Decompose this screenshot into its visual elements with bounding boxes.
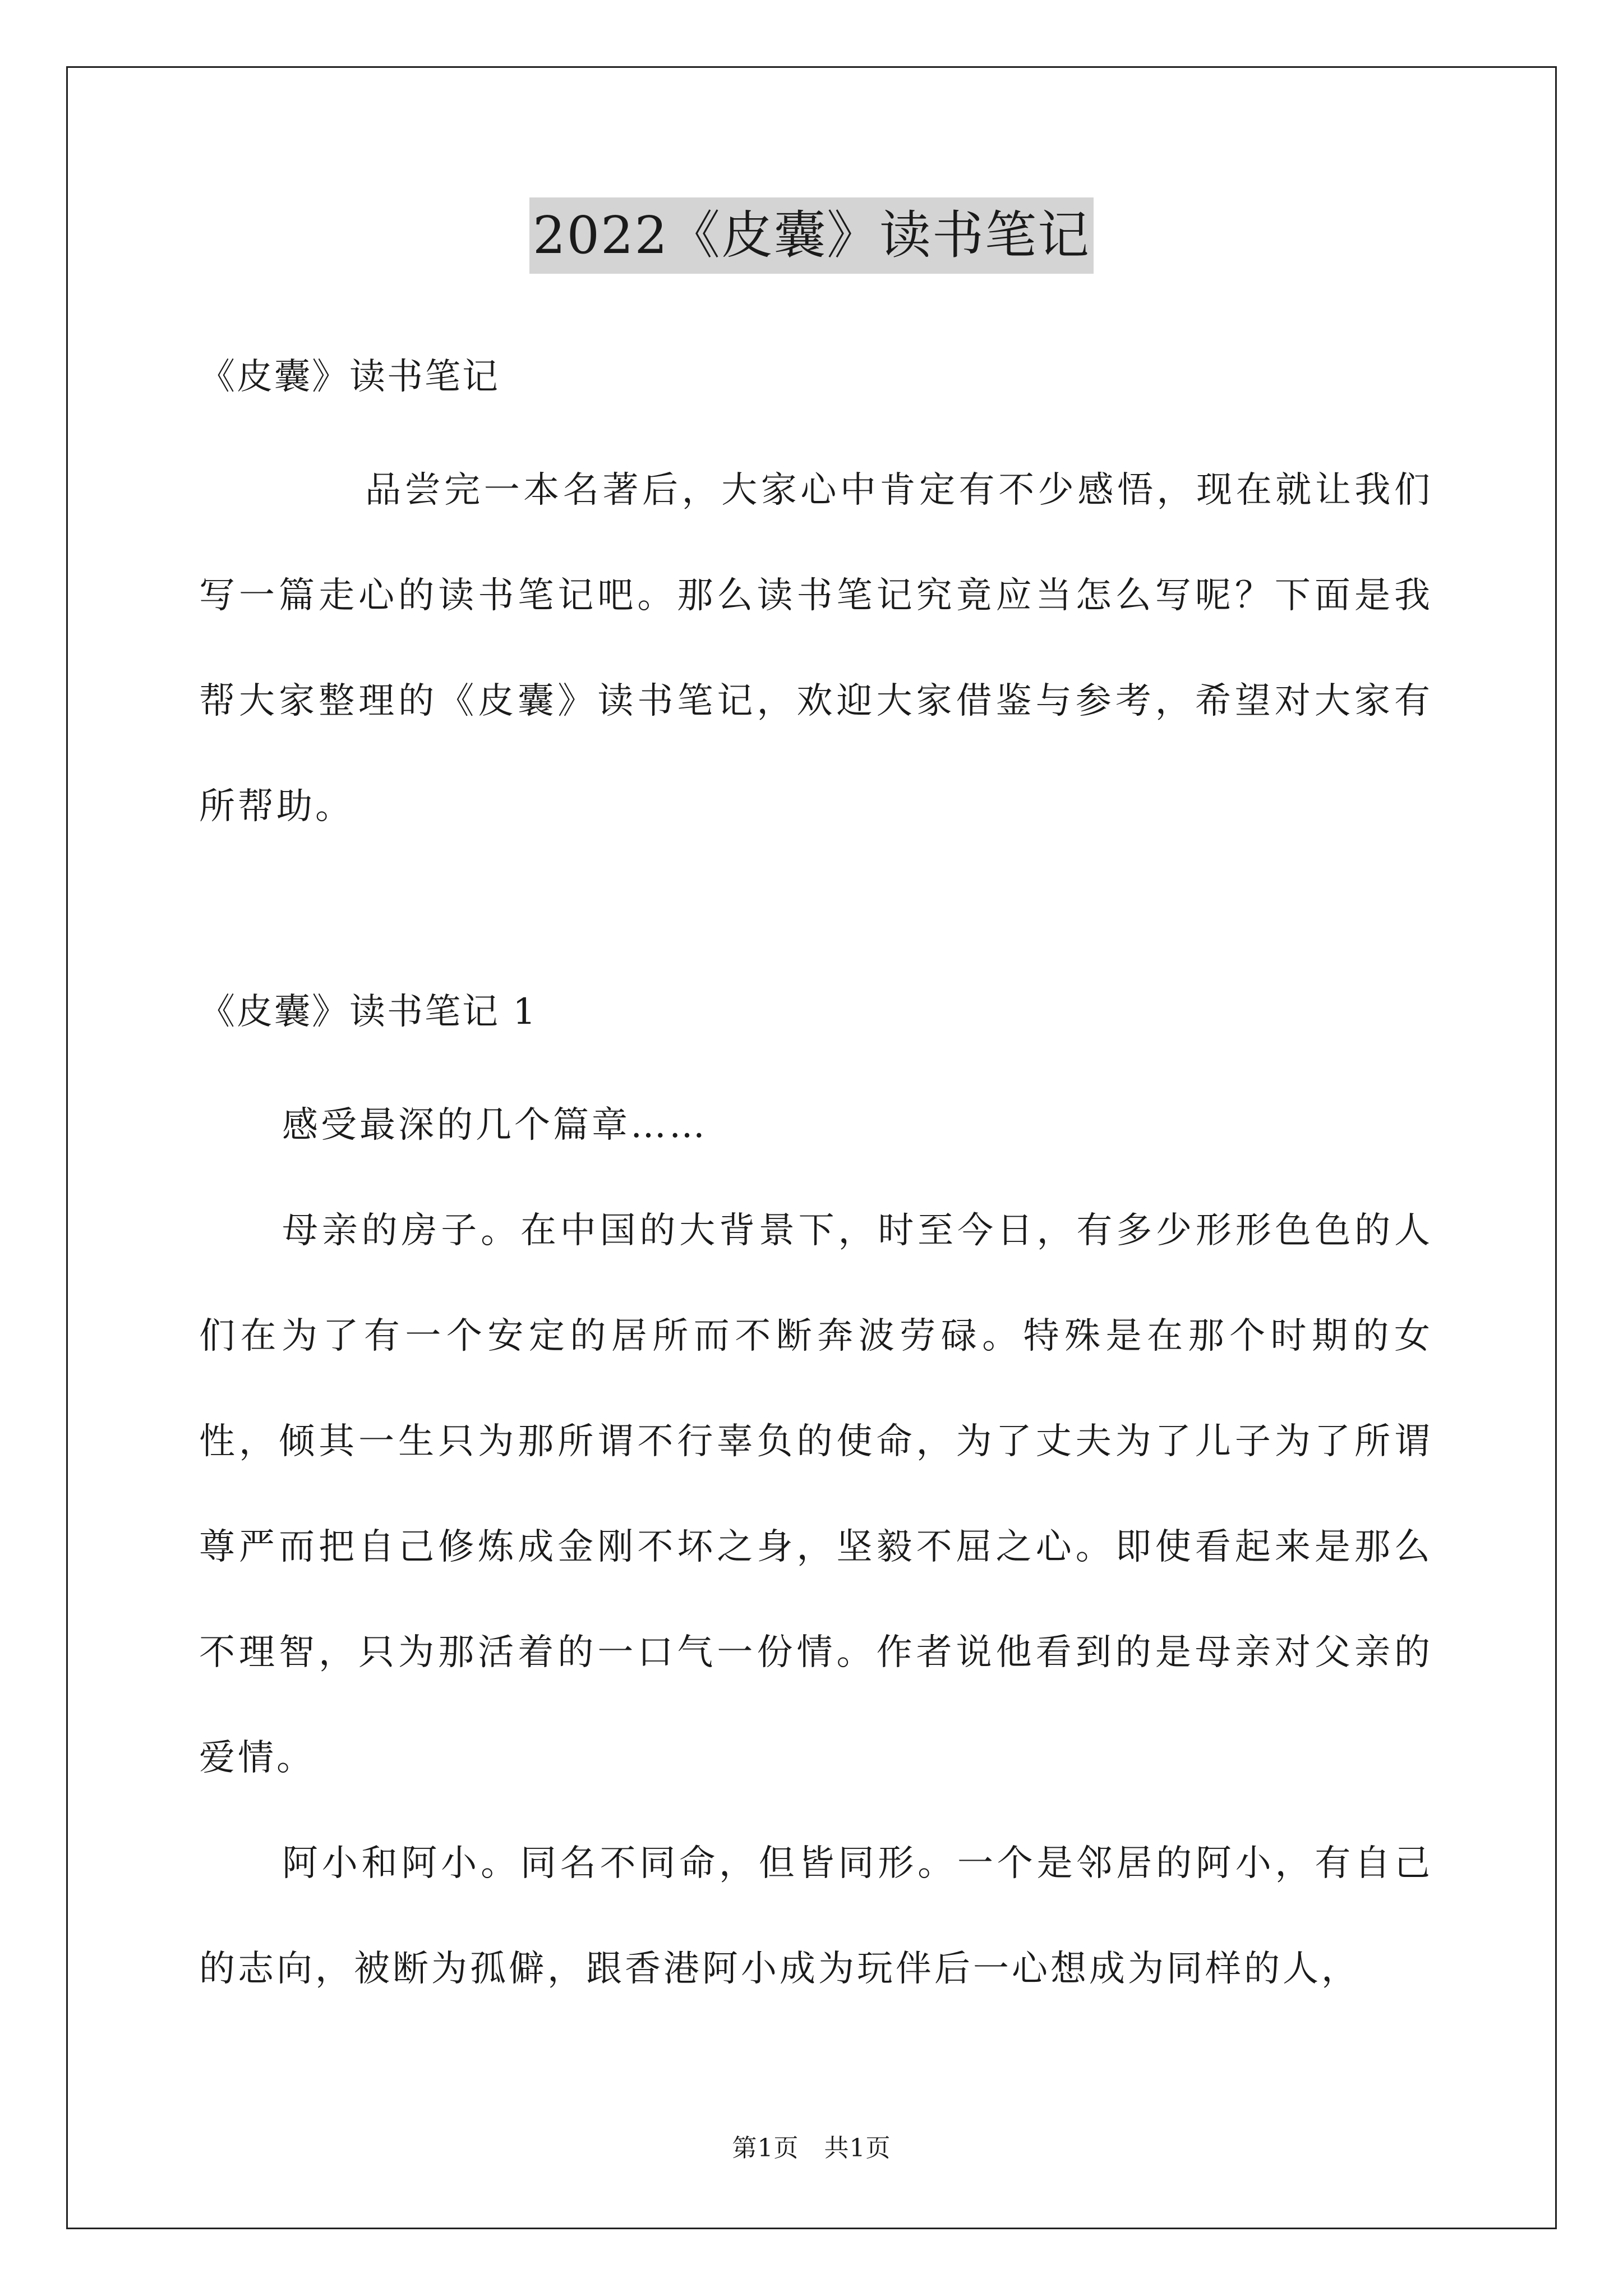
spacer bbox=[199, 1046, 1433, 1073]
body-paragraph: 阿小和阿小。同名不同命，但皆同形。一个是邻居的阿小，有自己的志向，被断为孤僻，跟香港阿小成为玩伴后一心想成为同样的人， bbox=[199, 1843, 1433, 1990]
page-footer: 第1页 共1页 bbox=[732, 2134, 891, 2162]
body-paragraph: 母亲的房子。在中国的大背景下，时至今日，有多少形形色色的人们在为了有一个安定的居所而不断奔波劳碌。特殊是在那个时期的女性，倾其一生只为那所谓不行辜负的使命，为了丈夫为了儿子为了所谓尊严而把自己修炼成金刚不坏之身，坚毅不屈之心。即使看起来是那么不理智，只为那活着的一口气一份情。作者说他看到的是母亲对父亲的爱情。 bbox=[199, 1210, 1433, 1779]
intro-paragraph: 品尝完一本名著后，大家心中肯定有不少感悟，现在就让我们写一篇走心的读书笔记吧。那么读书笔记究竟应当怎么写呢？下面是我帮大家整理的《皮囊》读书笔记，欢迎大家借鉴与参考，希望对大家有所帮助。 bbox=[199, 470, 1433, 827]
document-title: 2022《皮囊》读书笔记 bbox=[529, 197, 1094, 274]
document-body bbox=[199, 343, 1433, 2022]
spacer bbox=[199, 859, 1433, 978]
body-paragraph: 感受最深的几个篇章…… bbox=[282, 1105, 708, 1146]
intro-heading: 《皮囊》读书笔记 bbox=[199, 356, 500, 398]
spacer bbox=[199, 411, 1433, 438]
title-container bbox=[0, 197, 1623, 274]
note1-heading: 《皮囊》读书笔记 1 bbox=[199, 991, 538, 1033]
